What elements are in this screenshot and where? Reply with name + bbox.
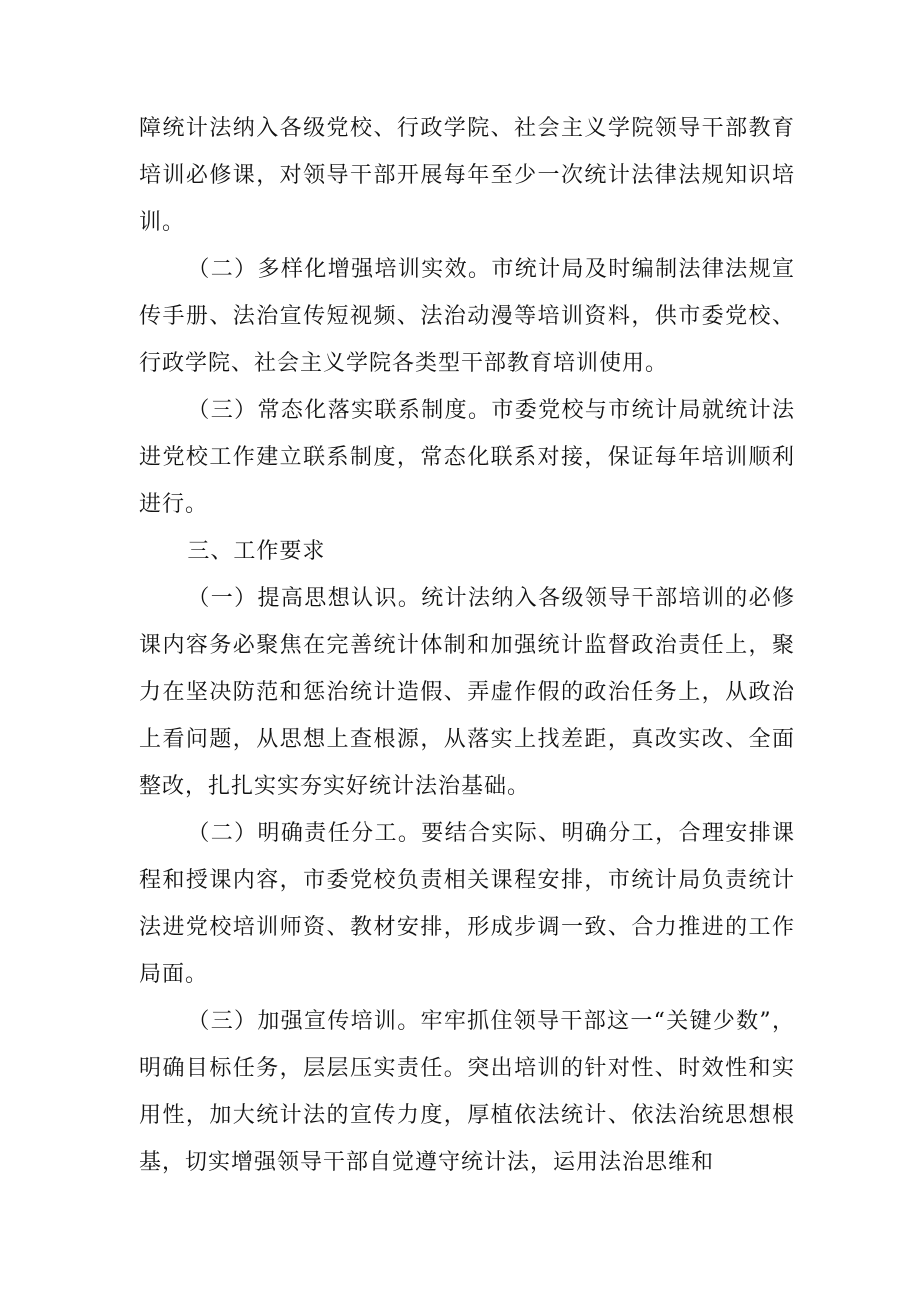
- paragraph-continued-training: 障统计法纳入各级党校、行政学院、社会主义学院领导干部教育培训必修课，对领导干部开展每年至少一次统计法律法规知识培训。: [139, 116, 795, 235]
- paragraph-diverse-training: （二）多样化增强培训实效。市统计局及时编制法律法规宣传手册、法治宣传短视频、法治动漫等培训资料，供市委党校、行政学院、社会主义学院各类型干部教育培训使用。: [139, 257, 795, 376]
- paragraph-strengthen-publicity: （三）加强宣传培训。牢牢抓住领导干部这一“关键少数”，明确目标任务，层层压实责任。突出培训的针对性、时效性和实用性，加大统计法的宣传力度，厚植依法统计、依法治统思想根基，切实增强领导干部自觉遵守统计法，运用法治思维和: [139, 1009, 795, 1175]
- section-heading-work-requirements: 三、工作要求: [187, 539, 326, 564]
- paragraph-contact-system: （三）常态化落实联系制度。市委党校与市统计局就统计法进党校工作建立联系制度，常态化联系对接，保证每年培训顺利进行。: [139, 398, 795, 517]
- document-body: [139, 105, 795, 1186]
- paragraph-clarify-responsibilities: （二）明确责任分工。要结合实际、明确分工，合理安排课程和授课内容，市委党校负责相关课程安排，市统计局负责统计法进党校培训师资、教材安排，形成步调一致、合力推进的工作局面。: [139, 821, 795, 987]
- paragraph-raise-awareness: （一）提高思想认识。统计法纳入各级领导干部培训的必修课内容务必聚焦在完善统计体制和加强统计监督政治责任上，聚力在坚决防范和惩治统计造假、弄虚作假的政治任务上，从政治上看问题，从思想上查根源，从落实上找差距，真改实改、全面整改，扎扎实实夯实好统计法治基础。: [139, 586, 795, 799]
